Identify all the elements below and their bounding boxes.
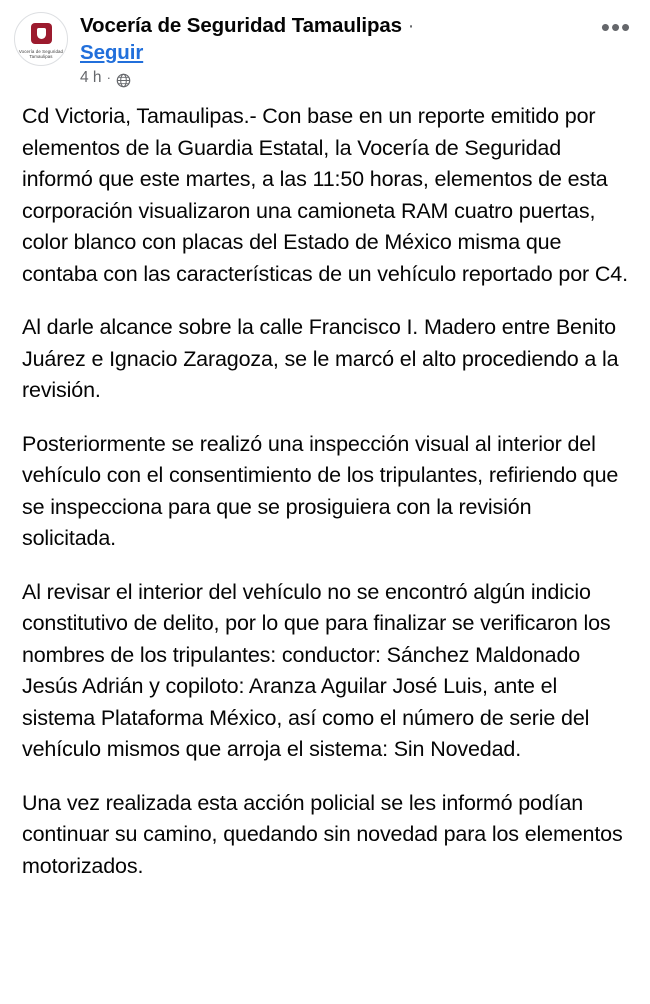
post-body [0, 91, 650, 882]
page-logo-icon [31, 23, 52, 44]
post-paragraph: Posteriormente se realizó una inspección visual al interior del vehículo con el consentimiento de los tripulantes, refiriendo que se inspecciona para que se prosiguiera con la revisión solicitada. [22, 431, 619, 550]
avatar[interactable] [14, 12, 68, 66]
post-author-name[interactable]: Vocería de Seguridad Tamaulipas [80, 14, 402, 37]
post-paragraph: Al darle alcance sobre la calle Francisco I. Madero entre Benito Juárez e Ignacio Zaragoza, se le marcó el alto procediendo a la revisión. [22, 315, 619, 402]
post-paragraph: Una vez realizada esta acción policial se les informó podían continuar su camino, quedando sin novedad para los elementos motorizados. [22, 790, 623, 878]
post-meta [80, 69, 596, 87]
globe-icon[interactable] [116, 73, 131, 88]
post-paragraph: Al revisar el interior del vehículo no se encontró algún indicio constitutivo de delito, por lo que para finalizar se verificaron los nombres de los tripulantes: conductor: Sánchez Maldonado Jesús Adrián y copiloto: Aranza Aguilar José Luis, ante el sistema Plataforma México, así como el número de serie del vehículo mismos que arroja el sistema: Sin Novedad. [22, 579, 611, 761]
meta-separator: · [106, 70, 111, 85]
post-header-text [80, 12, 596, 87]
more-options-label: ••• [600, 12, 632, 42]
post-header [0, 0, 650, 91]
author-separator: · [407, 14, 415, 37]
post-author-line [80, 13, 596, 39]
post-timestamp[interactable]: 4 h [80, 69, 102, 86]
post-paragraph: Cd Victoria, Tamaulipas.- Con base en un reporte emitido por elementos de la Guardia Estatal, la Vocería de Seguridad informó que este martes, a las 11:50 horas, elementos de esta corporación visualizaron una camioneta RAM cuatro puertas, color blanco con placas del Estado de México misma que contaba con las características de un vehículo reportado por C4. [22, 104, 628, 286]
avatar-caption: Vocería de Seguridad Tamaulipas [18, 49, 64, 59]
more-options-icon[interactable] [596, 12, 636, 46]
follow-button[interactable]: Seguir [80, 41, 144, 64]
